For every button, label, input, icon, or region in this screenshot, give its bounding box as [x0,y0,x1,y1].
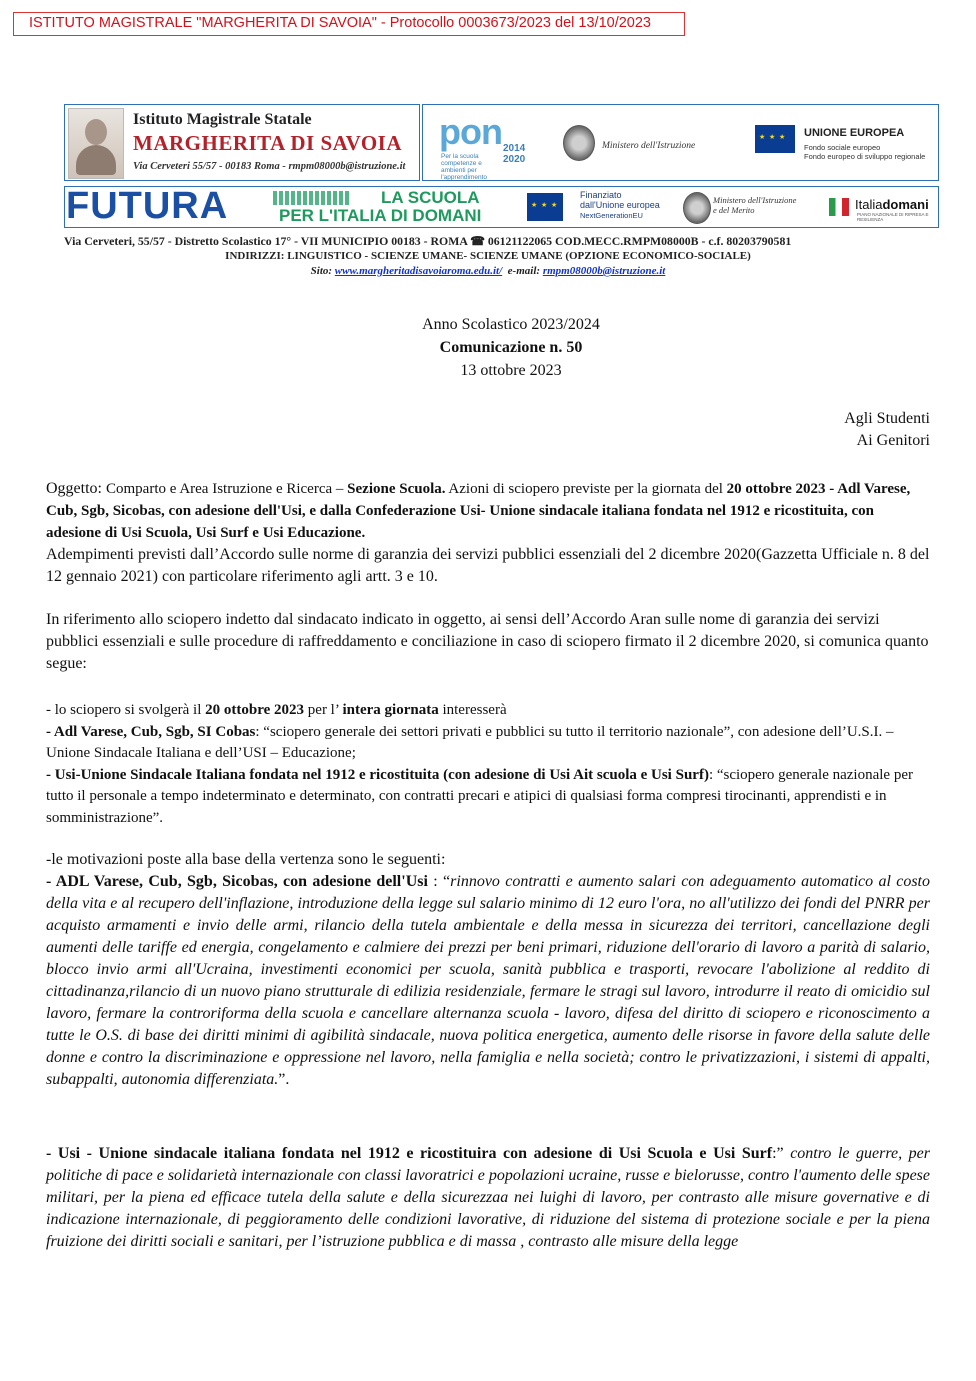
futura-slogan: LA SCUOLA PER L'ITALIA DI DOMANI [273,189,507,225]
school-logo-box [64,104,420,181]
school-year: Anno Scolastico 2023/2024 [422,316,600,333]
futura-banner [64,186,939,228]
indirizzi-line: INDIRIZZI: LINGUISTICO - SCIENZE UMANE- SCIENZE UMANE (OPZIONE ECONOMICO-SOCIALE) [225,250,751,262]
school-address: Via Cerveteri 55/57 - 00183 Roma - rmpm08000b@istruzione.it [133,161,406,172]
portrait-image [68,108,124,179]
protocol-stamp: ISTITUTO MAGISTRALE "MARGHERITA DI SAVOIA" - Protocollo 0003673/2023 del 13/10/2023 [13,12,685,36]
republic-emblem-icon [563,125,595,161]
nextgen-label: Finanziato dall'Unione europea NextGenerationEU [580,190,660,220]
email-link[interactable]: rmpm08000b@istruzione.it [542,265,666,277]
futura-logo: FUTURA [66,185,229,227]
ue-funds: Fondo sociale europeo Fondo europeo di sviluppo regionale [804,143,926,161]
pon-banner [422,104,939,181]
pon-logo: pon Per la scuola competenze e ambienti per l'apprendimento 2014 2020 [439,111,526,181]
italiadomani-logo: Italiadomani [855,197,929,212]
site-link[interactable]: www.margheritadisavoiaroma.edu.it/ [334,265,503,277]
school-type: Istituto Magistrale Statale [133,111,312,128]
school-contact-line: Via Cerveteri, 55/57 - Distretto Scolastico 17° - VII MUNICIPIO 00183 - ROMA ☎ 06121122065 COD.MECC.RMPM08000B - c.f. 80203790581 [64,234,792,248]
italy-flag-icon [829,198,849,216]
eu-flag-icon [755,125,795,153]
recipients: Agli Studenti Ai Genitori [844,410,930,449]
motivations-intro: -le motivazioni poste alla base della vertenza sono le seguenti: [46,851,446,868]
italiadomani-sub: PIANO NAZIONALE DI RIPRESA E RESILIENZA [857,212,929,222]
eu-flag-icon-2 [527,193,563,221]
subject-paragraph: Oggetto: Comparto e Area Istruzione e Ricerca – Sezione Scuola. Azioni di sciopero previste per la giornata del 20 ottobre 2023 - Adl Varese, Cub, Sgb, Sicobas, con adesione dell'Usi, e dalla Confederazione Usi- Unione sindacale italiana fondata nel 1912 e ricostituita, con adesione di Usi Scuola, Usi Surf e Usi Educazione. Adempimenti previsti dall’Accordo sulle norme di garanzia dei servizi pubblici essenziali del 2 dicembre 2020(Gazzetta Ufficiale n. 8 del 12 gennaio 2021) con particolare riferimento agli artt. 3 e 10. [46,480,930,585]
communication-date: 13 ottobre 2023 [460,362,562,379]
site-line: Sito: www.margheritadisavoiaroma.edu.it/ e-mail: rmpm08000b@istruzione.it [310,265,666,277]
republic-emblem-icon-2 [683,192,711,224]
ue-title: UNIONE EUROPEA [804,127,905,139]
ministero-merito-label: Ministero dell'Istruzione e del Merito [713,195,797,215]
communication-number: Comunicazione n. 50 [439,339,583,356]
school-name: MARGHERITA DI SAVOIA [133,131,403,155]
motivation-usi: - Usi - Unione sindacale italiana fondata nel 1912 e ricostituira con adesione di Usi Scuola e Usi Surf:” contro le guerre, per politiche di pace e solidarietà internazionale con classi lavoratrici e popolazioni ucraine, russe e bielorusse, contro l'aumento delle spese militari, per la piena ed efficace tutela della salute e della sicurezzaa nei luighi di lavoro, per contrasto alle misure governative e di indicazione internazionale, di peggioramento delle condizioni lavorative, di riduzione del sistema di protezione sociale e per la piena fruizione dei diritti sociali e sanitari, per l’istruzione pubblica e di massa , contrasto alle misure della legge [46,1145,930,1250]
ministero-label: Ministero dell'Istruzione [602,141,696,151]
intro-paragraph: In riferimento allo sciopero indetto dal sindacato indicato in oggetto, ai sensi dell’Accordo Aran sulle nome di garanzia dei servizi pubblici essenziali e sulle procedure di raffreddamento e conciliazione in caso di sciopero firmato il 2 dicembre 2020, si comunica quanto segue: [46,611,929,672]
motivation-adl: - ADL Varese, Cub, Sgb, Sicobas, con adesione dell'Usi : “rinnovo contratti e aumento salari con adeguamento automatico al costo della vita e al recupero dell'inflazione, introduzione della legge sul salario minimo di 12 euro l'ora, no all'utilizzo dei fondi del PNRR per acquisto armamenti e invio delle armi, rilancio della tutela ambientale e della messa in sicurezza dei territori, cancellazione degli aumenti delle tariffe ed energia, congelamento e calmiere dei prezzi per beni primari, riduzione dell'orario di lavoro a parità di salario, blocco invio armi all'Ucraina, investimenti economici per scuola, sanità pubblica e trasporti, revocare l'abolizione al reddito di cittadinanza,rilancio di un nuovo piano strutturale di edilizia residenziale, fermare le stragi sul lavoro, introdurre il reato di omicidio sul lavoro, fermare la controriforma della scuola e cancellare alternanza scuola - lavoro, difesa del diritto di sciopero e riconoscimento a tutte le O.S. di base dei diritti minimi di agibilità sindacale, nuova politica energetica, aumento delle risorse in favore della salute delle donne e contro la discriminazione e oppressione nel lavoro, nella famiglia e nella società; contro le privatizzazioni, i sistemi di appalti, subappalti, autonomia differenziata.”. [46,873,931,1088]
strike-details: - lo sciopero si svolgerà il 20 ottobre 2023 per l’ intera giornata interesserà - Adl Varese, Cub, Sgb, SI Cobas: “sciopero generale dei settori privati e pubblici su tutto il territorio nazionale”, con adesione dell’U.S.I. – Unione Sindacale Italiana e dell’USI – Educazione; - Usi-Unione Sindacale Italiana fondata nel 1912 e ricostituita (con adesione di Usi Ait scuola e Usi Surf): “sciopero generale nazionale per tutto il personale a tempo indeterminato e determinato, con contratti precari e atipici di qualsiasi forma compresi tirocinanti, apprendisti e in somministrazione”. [46,702,913,826]
